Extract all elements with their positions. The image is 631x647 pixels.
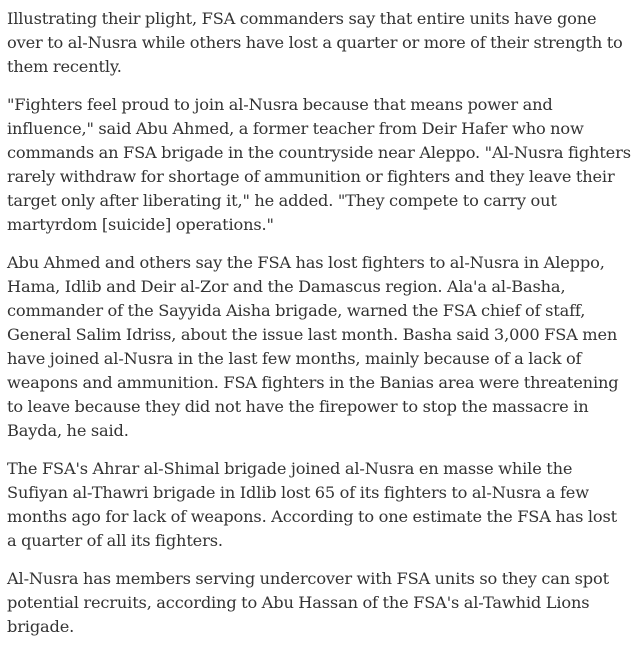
article-paragraph: The FSA's Ahrar al-Shimal brigade joined al-Nusra en masse while the Sufiyan al-Thawri brigade in Idlib lost 65 of its fighters to al-Nusra a few months ago for lack of weapons. According to one estimate the FSA has lost a quarter of all its fighters. (7, 459, 618, 550)
article-paragraph: Abu Ahmed and others say the FSA has lost fighters to al-Nusra in Aleppo, Hama, Idlib and Deir al-Zor and the Damascus region. Ala'a al-Basha, commander of the Sayyida Aisha brigade, warned the FSA chief of staff, General Salim Idriss, about the issue last month. Basha said 3,000 FSA men have joined al-Nusra in the last few months, mainly because of a lack of weapons and ammunition. FSA fighters in the Banias area were threatening to leave because they did not have the firepower to stop the massacre in Bayda, he said. (7, 253, 619, 440)
article-paragraph: Al-Nusra has members serving undercover with FSA units so they can spot potential recruits, according to Abu Hassan of the FSA's al-Tawhid Lions brigade. (7, 569, 609, 636)
article-paragraph: "Fighters feel proud to join al-Nusra because that means power and influence," said Abu Ahmed, a former teacher from Deir Hafer who now commands an FSA brigade in the countryside near Aleppo. "Al-Nusra fighters rarely withdraw for shortage of ammunition or fighters and they leave their target only after liberating it," he added. "They compete to carry out martyrdom [suicide] operations." (7, 95, 631, 234)
article-paragraph: Illustrating their plight, FSA commanders say that entire units have gone over to al-Nusra while others have lost a quarter or more of their strength to them recently. (7, 9, 623, 76)
